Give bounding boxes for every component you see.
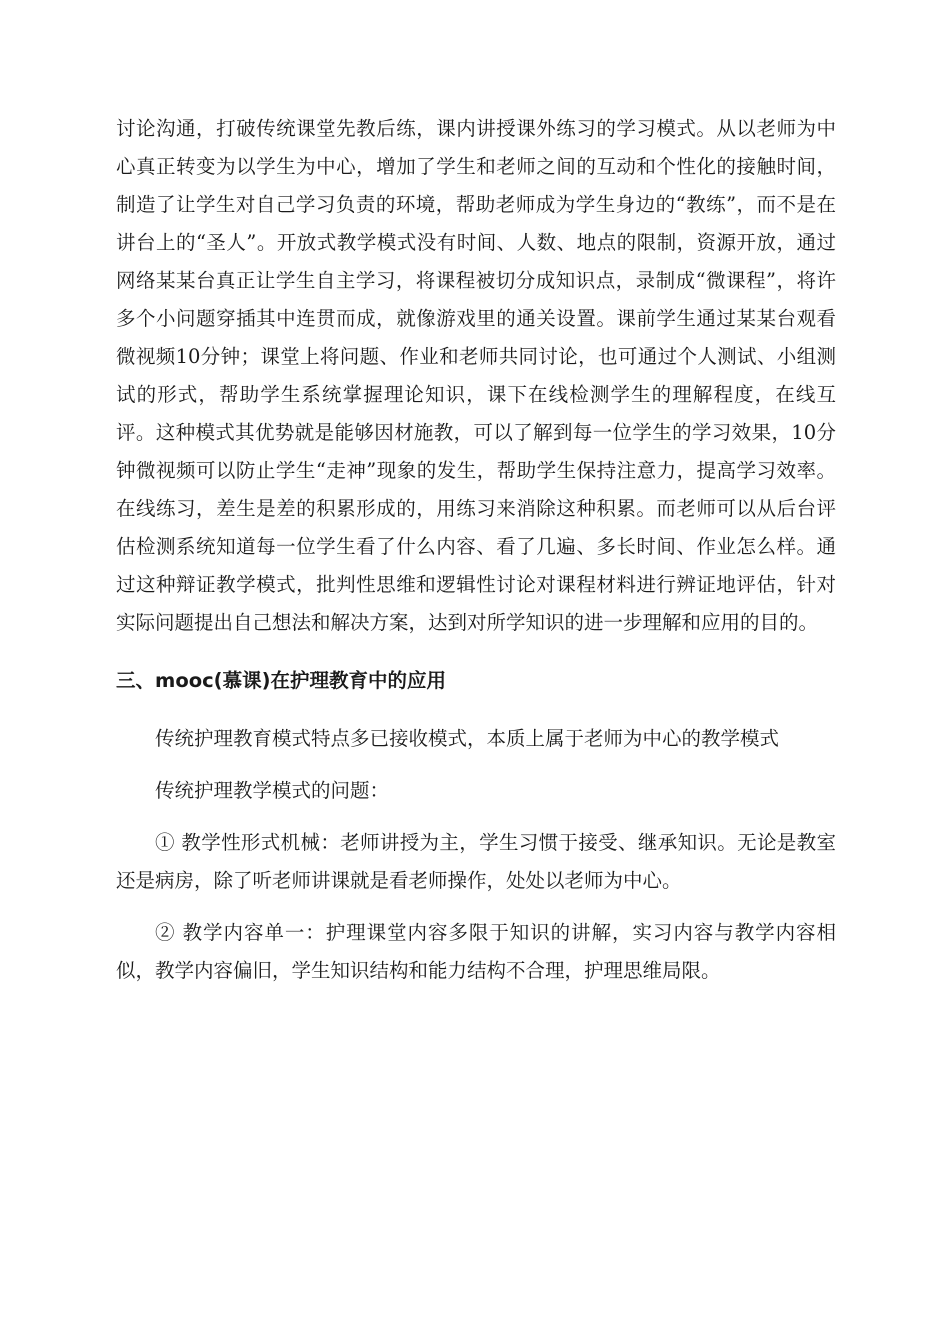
section-heading: 三、mooc(慕课)在护理教育中的应用	[116, 669, 446, 692]
body-paragraph: 讨论沟通，打破传统课堂先教后练，课内讲授课外练习的学习模式。从以老师为中心真正转变为以学生为中心，增加了学生和老师之间的互动和个性化的接触时间，制造了让学生对自己学习负责的环境，帮助老师成为学生身边的“教练”，而不是在讲台上的“圣人”。开放式教学模式没有时间、人数、地点的限制，资源开放，通过网络某某台真正让学生自主学习，将课程被切分成知识点，录制成“微课程”，将许多个小问题穿插其中连贯而成，就像游戏里的通关设置。课前学生通过某某台观看微视频10分钟；课堂上将问题、作业和老师共同讨论，也可通过个人测试、小组测试的形式，帮助学生系统掌握理论知识，课下在线检测学生的理解程度，在线互评。这种模式其优势就是能够因材施教，可以了解到每一位学生的学习效果，10分钟微视频可以防止学生“走神”现象的发生，帮助学生保持注意力，提高学习效率。在线练习，差生是差的积累形成的，用练习来消除这种积累。而老师可以从后台评估检测系统知道每一位学生看了什么内容、看了几遍、多长时间、作业怎么样。通过这种辩证教学模式，批判性思维和逻辑性讨论对课程材料进行辨证地评估，针对实际问题提出自己想法和解决方案，达到对所学知识的进一步理解和应用的目的。	[116, 117, 836, 634]
document-page	[116, 110, 836, 990]
problems-lead-paragraph: 传统护理教学模式的问题：	[155, 779, 390, 802]
problem-item-2: ② 教学内容单一：护理课堂内容多限于知识的讲解，实习内容与教学内容相似，教学内容偏旧，学生知识结构和能力结构不合理，护理思维局限。	[116, 921, 836, 982]
problem-item-1: ① 教学性形式机械：老师讲授为主，学生习惯于接受、继承知识。无论是教室还是病房，除了听老师讲课就是看老师操作，处处以老师为中心。	[116, 831, 836, 892]
intro-paragraph: 传统护理教育模式特点多已接收模式，本质上属于老师为中心的教学模式	[155, 727, 780, 750]
